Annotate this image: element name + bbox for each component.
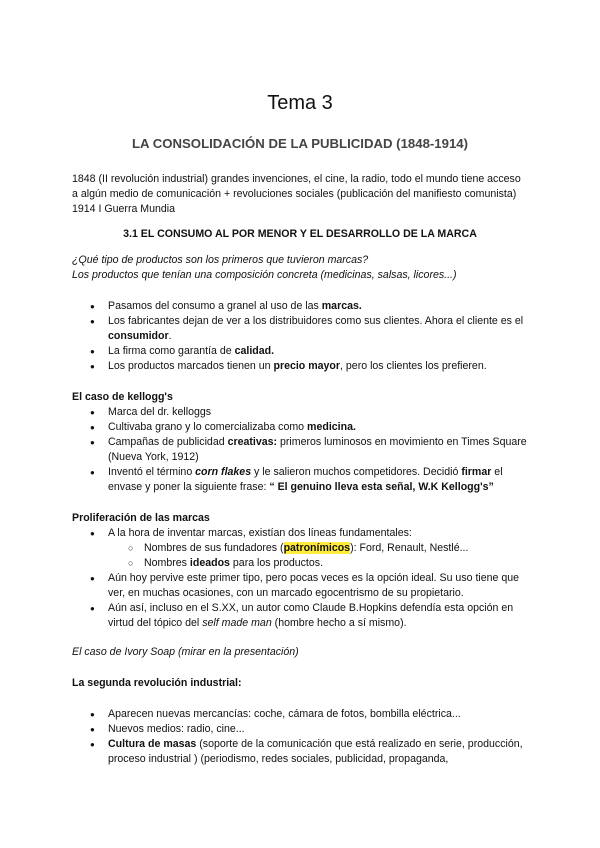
list-item: ● La firma como garantía de calidad.	[72, 344, 528, 359]
document-body	[72, 172, 528, 767]
list-item: ● Marca del dr. kelloggs	[72, 405, 528, 420]
prolif-heading: Proliferación de las marcas	[72, 512, 210, 524]
list-item: ● Inventó el término corn flakes y le salieron muchos competidores. Decidió firmar el envase y poner la siguiente frase: “ El genuino lleva esta señal, W.K Kellogg's”	[72, 465, 528, 495]
revolution-list	[72, 707, 528, 767]
prolif-list-2	[72, 571, 528, 631]
prolif-sublist	[72, 541, 528, 571]
list-item: ● Nuevos medios: radio, cine...	[72, 722, 528, 737]
list-item: ● Aparecen nuevas mercancías: coche, cámara de fotos, bombilla eléctrica...	[72, 707, 528, 722]
prolif-list	[72, 526, 528, 541]
sub-list-item: ○ Nombres de sus fundadores (patronímicos): Ford, Renault, Nestlé...	[72, 541, 528, 556]
page-title: Tema 3	[267, 92, 333, 114]
revolution-heading: La segunda revolución industrial:	[72, 677, 242, 689]
ivory-note: El caso de Ivory Soap (mirar en la presentación)	[72, 646, 299, 658]
kellogg-list	[72, 405, 528, 495]
list-item: ● Campañas de publicidad creativas: primeros luminosos en movimiento en Times Square (Nueva York, 1912)	[72, 435, 528, 465]
list-item: ● Aún así, incluso en el S.XX, un autor como Claude B.Hopkins defendía esta opción en virtud del tópico del self made man (hombre hecho a sí mismo).	[72, 601, 528, 631]
list-item: ● Aún hoy pervive este primer tipo, pero pocas veces es la opción ideal. Su uso tiene que ver, en muchas ocasiones, con un marcado egocentrismo de su propietario.	[72, 571, 528, 601]
list-item: ● A la hora de inventar marcas, existían dos líneas fundamentales:	[72, 526, 528, 541]
list-item: ● Cultivaba grano y lo comercializaba como medicina.	[72, 420, 528, 435]
brands-list	[72, 299, 528, 374]
list-item: ● Los productos marcados tienen un precio mayor, pero los clientes los prefieren.	[72, 359, 528, 374]
kellogg-heading: El caso de kellogg's	[72, 391, 173, 403]
section-heading: 3.1 EL CONSUMO AL POR MENOR Y EL DESARROLLO DE LA MARCA	[123, 228, 477, 240]
list-item: ● Los fabricantes dejan de ver a los distribuidores como sus clientes. Ahora el cliente es el consumidor.	[72, 314, 528, 344]
list-item: ● Pasamos del consumo a granel al uso de las marcas.	[72, 299, 528, 314]
intro-line: 1914 I Guerra Mundia	[72, 203, 176, 215]
list-item: ● Cultura de masas (soporte de la comunicación que está realizado en serie, producción, proceso industrial ) (periodismo, redes sociales, publicidad, propaganda,	[72, 737, 528, 767]
question-line: ¿Qué tipo de productos son los primeros que tuvieron marcas?	[72, 254, 369, 266]
page-subtitle: LA CONSOLIDACIÓN DE LA PUBLICIDAD (1848-1914)	[131, 136, 469, 151]
answer-line: Los productos que tenían una composición concreta (medicinas, salsas, licores...)	[72, 269, 457, 281]
sub-list-item: ○ Nombres ideados para los productos.	[72, 556, 528, 571]
intro-paragraph: 1848 (II revolución industrial) grandes invenciones, el cine, la radio, todo el mundo tiene acceso a algún medio de comunicación + revoluciones sociales (publicación del manifiesto comunista)	[72, 173, 521, 200]
